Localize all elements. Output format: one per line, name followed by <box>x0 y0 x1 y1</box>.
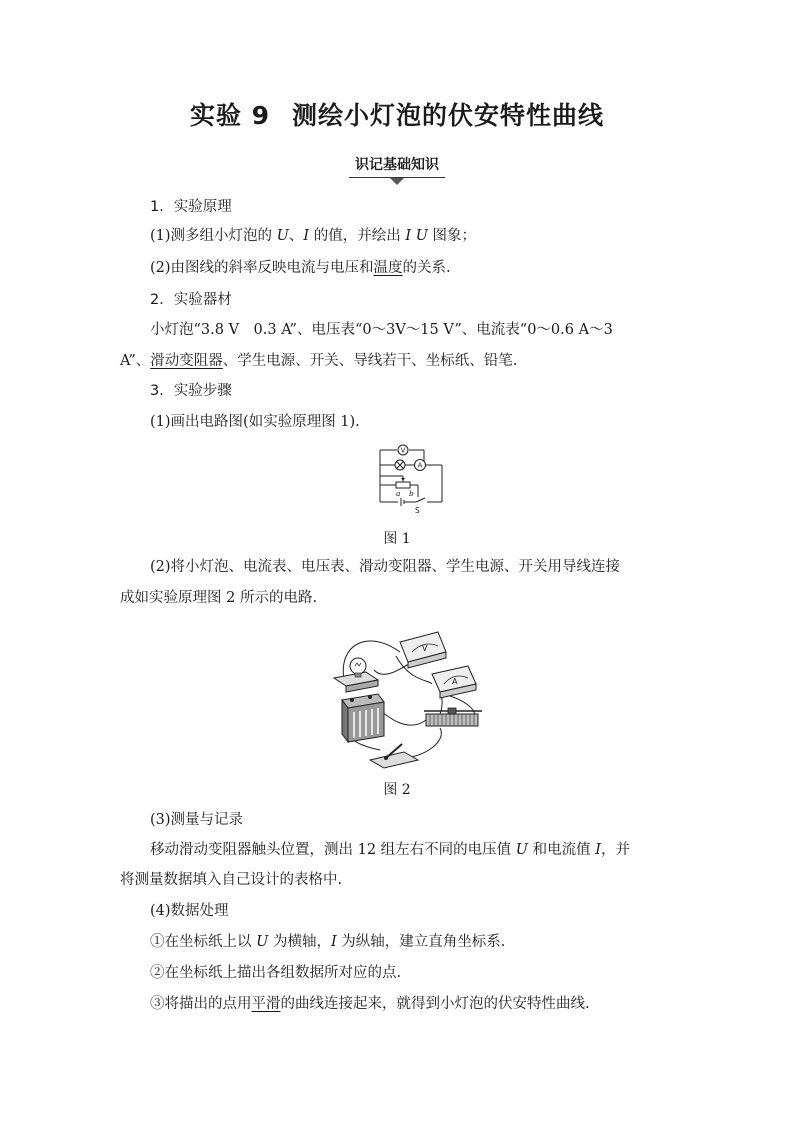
figure-2-caption: 图 2 <box>383 782 411 798</box>
equipment-line-1: 小灯泡“3.8 V 0.3 A”、电压表“0～3V～15 V”、电流表“0～0.6 A～3 <box>150 322 613 338</box>
lamp-device-icon <box>334 658 378 692</box>
title-experiment-name: 测绘小灯泡的伏安特性曲线 <box>292 101 605 130</box>
section-banner-label: 识记基础知识 <box>349 152 445 178</box>
step-4-heading: (4)数据处理 <box>150 903 229 919</box>
circuit-diagram-figure-1 <box>372 442 450 514</box>
step-3-line-2: 将测量数据填入自己设计的表格中. <box>120 872 343 888</box>
page-title <box>0 96 794 132</box>
banner-arrow-icon <box>390 178 404 185</box>
step-1: (1)画出电路图(如实验原理图 1). <box>150 414 360 430</box>
fig2-label-v: V <box>422 644 428 653</box>
voltmeter-device-icon <box>400 632 446 668</box>
fig1-label-a-terminal: a <box>396 489 401 498</box>
fig1-label-switch: S <box>415 506 420 514</box>
fig1-label-v: V <box>400 446 406 455</box>
apparatus-illustration-figure-2 <box>330 622 490 772</box>
principle-item-1: (1)测多组小灯泡的 U、I 的值，并绘出 I U 图象； <box>150 228 477 244</box>
figure-1-caption: 图 1 <box>383 531 411 547</box>
rheostat-device-icon <box>424 708 482 726</box>
fig2-label-a: A <box>452 677 458 686</box>
step-3-heading: (3)测量与记录 <box>150 812 244 828</box>
principle-heading: 1．实验原理 <box>150 199 232 215</box>
steps-heading: 3．实验步骤 <box>150 383 232 399</box>
principle-item-2: (2)由图线的斜率反映电流与电压和温度的关系. <box>150 260 451 276</box>
switch-device-icon <box>370 744 418 768</box>
step-3-line-1: 移动滑动变阻器触头位置，测出 12 组左右不同的电压值 U 和电流值 I，并 <box>150 842 630 858</box>
ammeter-device-icon <box>432 666 476 698</box>
fig1-label-a: A <box>417 461 423 470</box>
step-4-item-1: ①在坐标纸上以 U 为横轴，I 为纵轴，建立直角坐标系. <box>150 934 506 950</box>
power-supply-icon <box>342 694 384 742</box>
fig1-label-b-terminal: b <box>409 489 414 498</box>
step-2-line-2: 成如实验原理图 2 所示的电路. <box>120 590 318 606</box>
equipment-line-2: A”、滑动变阻器、学生电源、开关、导线若干、坐标纸、铅笔. <box>120 353 518 369</box>
rheostat-slider-icon <box>401 478 405 481</box>
title-experiment-number: 实验 9 <box>189 101 271 130</box>
section-banner <box>0 152 794 178</box>
step-4-item-2: ②在坐标纸上描出各组数据所对应的点. <box>150 965 402 981</box>
step-4-item-3: ③将描出的点用平滑的曲线连接起来，就得到小灯泡的伏安特性曲线. <box>150 996 590 1012</box>
step-2-line-1: (2)将小灯泡、电流表、电压表、滑动变阻器、学生电源、开关用导线连接 <box>150 559 621 575</box>
equipment-heading: 2．实验器材 <box>150 292 232 308</box>
